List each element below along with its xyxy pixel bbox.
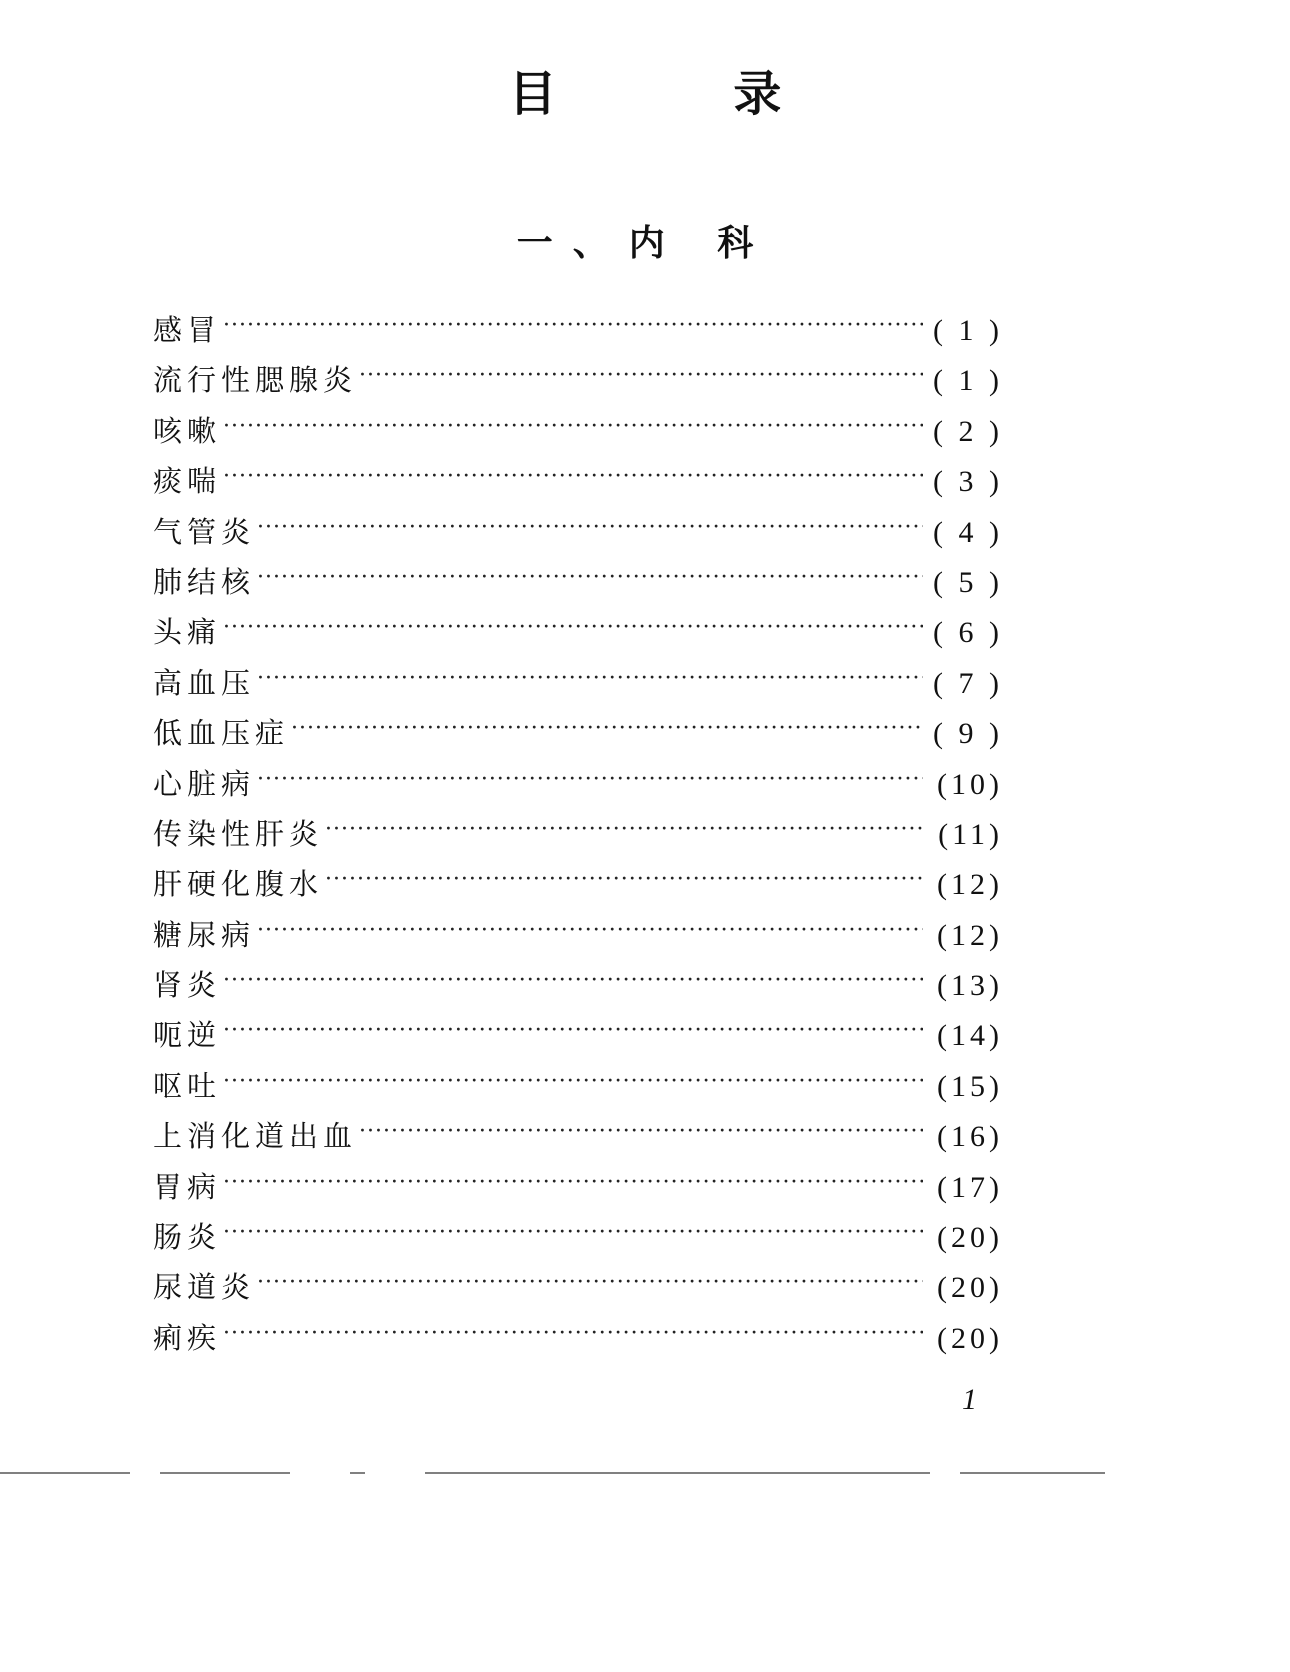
toc-entry[interactable] [153, 1162, 1003, 1212]
entry-page-number: ( 4 ) [933, 515, 1003, 549]
entry-page-number: (17) [937, 1170, 1003, 1204]
toc-entry[interactable] [153, 1212, 1003, 1262]
entry-page-number: (16) [937, 1120, 1003, 1154]
toc-entry[interactable] [153, 859, 1003, 909]
toc-entry[interactable] [153, 607, 1003, 657]
entry-title: 上消化道出血 [153, 1119, 358, 1154]
toc-entry[interactable] [153, 507, 1003, 557]
entry-page-number: ( 1 ) [933, 314, 1003, 347]
entry-title: 肺结核 [153, 564, 256, 599]
entry-page-number: (13) [937, 969, 1003, 1003]
entry-title: 咳嗽 [153, 413, 222, 448]
dot-leader [223, 603, 923, 653]
toc-entry[interactable] [153, 708, 1003, 758]
toc-entry[interactable] [153, 456, 1003, 506]
dot-leader [257, 1258, 923, 1308]
entry-title: 呕吐 [153, 1068, 222, 1103]
entry-page-number: (20) [937, 1271, 1003, 1305]
dot-leader [257, 553, 923, 603]
dot-leader [223, 1057, 923, 1107]
dot-leader [223, 452, 923, 502]
dot-leader [223, 1158, 923, 1208]
scan-line-gap [130, 1470, 160, 1476]
entry-page-number: (12) [937, 918, 1003, 952]
entry-title: 肾炎 [153, 968, 222, 1003]
dot-leader [257, 906, 923, 956]
table-of-contents [153, 305, 1003, 1363]
dot-leader [223, 402, 923, 452]
dot-leader [257, 503, 923, 553]
scan-line-gap [930, 1470, 960, 1476]
toc-entry[interactable] [153, 305, 1003, 355]
toc-entry[interactable] [153, 910, 1003, 960]
entry-page-number: (10) [937, 767, 1003, 801]
entry-page-number: ( 3 ) [933, 465, 1003, 499]
entry-title: 高血压 [153, 665, 256, 700]
toc-entry[interactable] [153, 960, 1003, 1010]
entry-page-number: ( 1 ) [933, 364, 1003, 398]
dot-leader [359, 351, 923, 401]
dot-leader [325, 855, 923, 905]
entry-title: 糖尿病 [153, 917, 256, 952]
entry-page-number: (12) [937, 868, 1003, 902]
entry-title: 低血压症 [153, 716, 290, 751]
entry-title: 感冒 [153, 313, 222, 347]
dot-leader [223, 956, 923, 1006]
dot-leader [257, 755, 923, 805]
entry-page-number: ( 5 ) [933, 565, 1003, 599]
toc-entry[interactable] [153, 1061, 1003, 1111]
entry-page-number: ( 7 ) [933, 666, 1003, 700]
section-heading: 一、内 科 [516, 223, 774, 264]
scan-line-gap [365, 1470, 425, 1476]
dot-leader [325, 805, 923, 855]
dot-leader [359, 1107, 923, 1157]
scan-line-gap [290, 1470, 350, 1476]
toc-entry[interactable] [153, 1111, 1003, 1161]
entry-page-number: (15) [937, 1069, 1003, 1103]
dot-leader [291, 704, 923, 754]
entry-title: 肝硬化腹水 [153, 867, 324, 902]
entry-title: 气管炎 [153, 514, 256, 549]
dot-leader [223, 1309, 923, 1359]
entry-page-number: (20) [937, 1221, 1003, 1255]
entry-page-number: ( 2 ) [933, 414, 1003, 448]
entry-title: 胃病 [153, 1169, 222, 1204]
toc-entry[interactable] [153, 1010, 1003, 1060]
page-title: 目 录 [508, 66, 862, 122]
entry-page-number: ( 6 ) [933, 616, 1003, 650]
dot-leader [257, 654, 923, 704]
entry-title: 流行性腮腺炎 [153, 363, 358, 398]
entry-title: 肠炎 [153, 1220, 222, 1255]
toc-entry[interactable] [153, 557, 1003, 607]
toc-entry[interactable] [153, 759, 1003, 809]
dot-leader [223, 1006, 923, 1056]
entry-title: 头痛 [153, 615, 222, 650]
toc-entry[interactable] [153, 355, 1003, 405]
entry-title: 传染性肝炎 [153, 816, 324, 851]
entry-page-number: (20) [937, 1321, 1003, 1355]
entry-title: 痢疾 [153, 1320, 222, 1355]
entry-title: 尿道炎 [153, 1270, 256, 1305]
toc-entry[interactable] [153, 809, 1003, 859]
toc-entry[interactable] [153, 658, 1003, 708]
entry-title: 心脏病 [153, 766, 256, 801]
page-number: 1 [962, 1383, 977, 1416]
entry-title: 呃逆 [153, 1018, 222, 1053]
dot-leader [223, 301, 923, 351]
entry-page-number: ( 9 ) [933, 717, 1003, 751]
toc-entry[interactable] [153, 1262, 1003, 1312]
entry-page-number: (14) [937, 1019, 1003, 1053]
entry-title: 痰喘 [153, 464, 222, 499]
toc-entry[interactable] [153, 406, 1003, 456]
entry-page-number: (11) [938, 817, 1003, 851]
toc-entry[interactable] [153, 1313, 1003, 1363]
dot-leader [223, 1208, 923, 1258]
